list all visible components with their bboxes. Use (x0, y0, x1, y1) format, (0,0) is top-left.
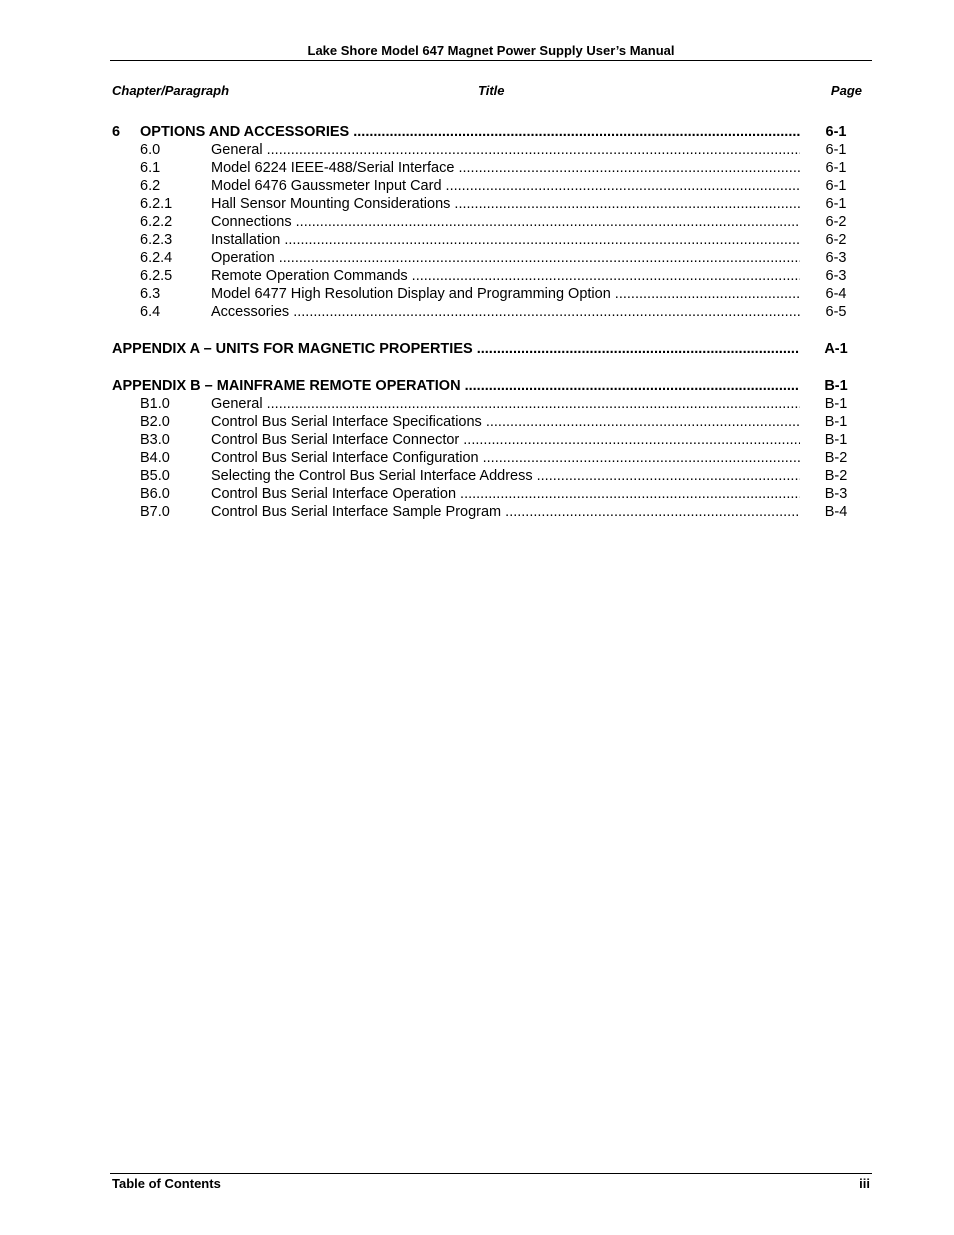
toc-row[interactable] (112, 431, 856, 449)
toc-row-page: 6-3 (825, 250, 847, 266)
toc-row[interactable] (112, 231, 856, 249)
toc-row-number: 6.2.4 (140, 250, 173, 266)
toc-row-title: Connections ..... (211, 213, 800, 231)
toc-appendix-a[interactable] (112, 340, 856, 358)
toc-row-number: 6.2.3 (140, 232, 173, 248)
toc-row-page: B-2 (824, 450, 848, 466)
toc-row-page: 6-2 (825, 214, 847, 230)
toc-row-title: Hall Sensor Mounting Considerations ..... (211, 195, 800, 213)
toc-row[interactable] (112, 449, 856, 467)
toc-row-number: B1.0 (140, 396, 170, 412)
page-footer (112, 1175, 870, 1193)
toc-row-page: 6-1 (825, 178, 847, 194)
toc-row-page: B-3 (824, 486, 848, 502)
toc-row[interactable] (112, 503, 856, 521)
toc-appendix-title: APPENDIX B – MAINFRAME REMOTE OPERATION ..... (112, 377, 800, 395)
toc-row-page: 6-3 (825, 268, 847, 284)
toc-row-number: B3.0 (140, 432, 170, 448)
toc-row[interactable] (112, 413, 856, 431)
toc-row-number: 6.2.2 (140, 214, 173, 230)
toc-row-number: B7.0 (140, 504, 170, 520)
toc-row-title: Model 6224 IEEE-488/Serial Interface ..... (211, 159, 800, 177)
toc-row[interactable] (112, 249, 856, 267)
toc-row[interactable] (112, 285, 856, 303)
toc-appendix-page: A-1 (824, 341, 848, 357)
column-heading-page: Page (830, 83, 862, 98)
toc-row-title: Remote Operation Commands ..... (211, 267, 800, 285)
toc-row-number: 6.4 (140, 304, 161, 320)
footer-page-number: iii (859, 1176, 870, 1191)
toc-row-page: 6-1 (825, 196, 847, 212)
toc-appendix-b[interactable] (112, 377, 856, 395)
toc-row-title: Selecting the Control Bus Serial Interface Address ..... (211, 467, 800, 485)
toc-chapter-number: 6 (112, 124, 121, 140)
toc-row-title: General ..... (211, 395, 800, 413)
toc-row-number: 6.2 (140, 178, 161, 194)
toc-row-page: B-1 (824, 414, 848, 430)
toc-row-title: Control Bus Serial Interface Specifications ..... (211, 413, 800, 431)
toc-row-title: Model 6476 Gaussmeter Input Card ..... (211, 177, 800, 195)
toc-row-number: B5.0 (140, 468, 170, 484)
toc-row-number: 6.2.1 (140, 196, 173, 212)
header-rule (110, 60, 872, 61)
toc-row-number: B2.0 (140, 414, 170, 430)
table-of-contents (112, 123, 856, 521)
toc-row[interactable] (112, 395, 856, 413)
column-headings (112, 83, 862, 101)
toc-row-page: B-4 (824, 504, 848, 520)
toc-row-title: Model 6477 High Resolution Display and Programming Option ..... (211, 285, 800, 303)
toc-row[interactable] (112, 213, 856, 231)
toc-row-page: 6-1 (825, 142, 847, 158)
toc-row-title: Control Bus Serial Interface Configuration ..... (211, 449, 800, 467)
toc-row-title: Control Bus Serial Interface Connector ..... (211, 431, 800, 449)
toc-row-page: 6-4 (825, 286, 847, 302)
toc-chapter-title: OPTIONS AND ACCESSORIES ..... (140, 123, 800, 141)
toc-spacer (112, 358, 856, 377)
toc-row-number: 6.3 (140, 286, 161, 302)
toc-appendix-page: B-1 (824, 378, 848, 394)
toc-row-title: Control Bus Serial Interface Sample Program ..... (211, 503, 800, 521)
toc-row-page: 6-2 (825, 232, 847, 248)
toc-row[interactable] (112, 467, 856, 485)
toc-chapter-page: 6-1 (825, 124, 847, 140)
toc-row-number: B6.0 (140, 486, 170, 502)
column-heading-title: Title (478, 83, 505, 98)
toc-row-number: B4.0 (140, 450, 170, 466)
column-heading-chapter: Chapter/Paragraph (112, 83, 230, 98)
footer-section-label: Table of Contents (112, 1176, 221, 1191)
toc-row[interactable] (112, 195, 856, 213)
toc-row-page: B-2 (824, 468, 848, 484)
page-header: Lake Shore Model 647 Magnet Power Supply User’s Manual (307, 43, 675, 58)
toc-row-page: 6-1 (825, 160, 847, 176)
toc-row-page: 6-5 (825, 304, 847, 320)
toc-chapter-6[interactable] (112, 123, 856, 141)
toc-row[interactable] (112, 159, 856, 177)
toc-row[interactable] (112, 141, 856, 159)
footer-rule (110, 1173, 872, 1174)
toc-row-title: General ..... (211, 141, 800, 159)
toc-row-number: 6.0 (140, 142, 161, 158)
toc-chapter-6-items (112, 141, 856, 321)
toc-row-page: B-1 (824, 432, 848, 448)
toc-row-number: 6.2.5 (140, 268, 173, 284)
toc-row[interactable] (112, 303, 856, 321)
toc-appendix-title: APPENDIX A – UNITS FOR MAGNETIC PROPERTIES ..... (112, 340, 800, 358)
toc-row-title: Installation ..... (211, 231, 800, 249)
toc-row-title: Operation ..... (211, 249, 800, 267)
toc-row-page: B-1 (824, 396, 848, 412)
toc-row-title: Control Bus Serial Interface Operation ..... (211, 485, 800, 503)
toc-spacer (112, 321, 856, 340)
toc-appendix-b-items (112, 395, 856, 521)
toc-row[interactable] (112, 177, 856, 195)
toc-row-title: Accessories ..... (211, 303, 800, 321)
toc-row[interactable] (112, 267, 856, 285)
toc-row-number: 6.1 (140, 160, 161, 176)
toc-row[interactable] (112, 485, 856, 503)
